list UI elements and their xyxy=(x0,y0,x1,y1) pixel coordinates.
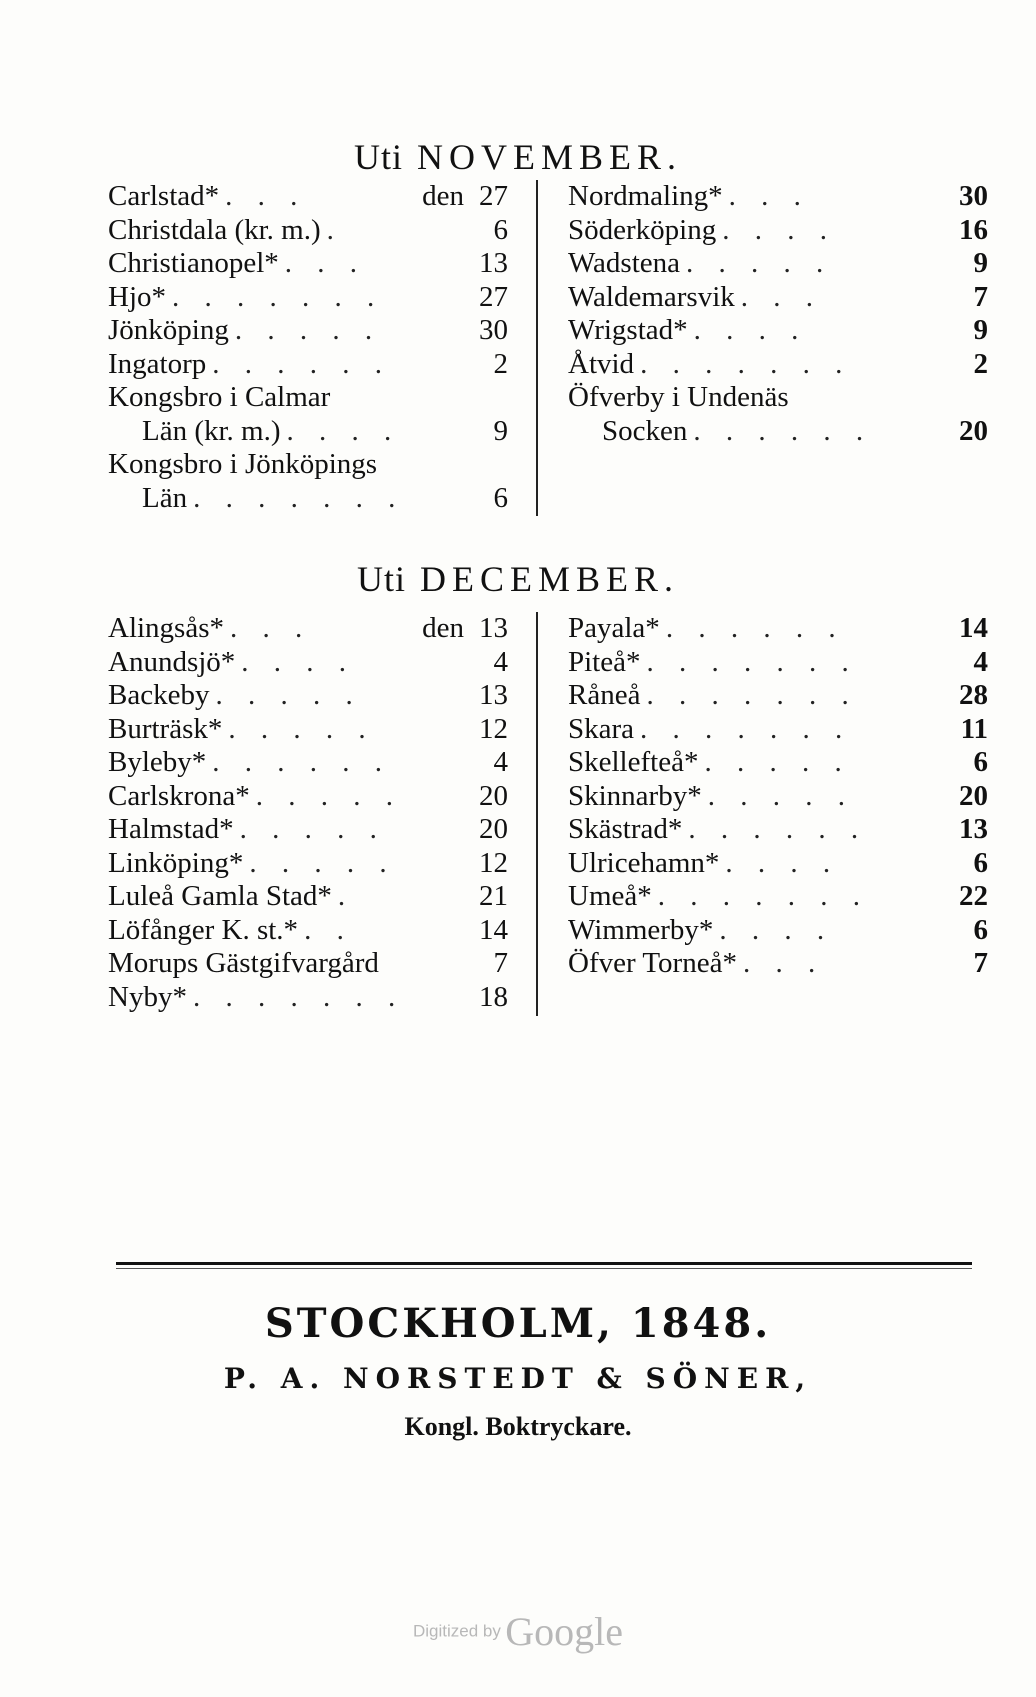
imprint-rule-thick xyxy=(116,1262,972,1265)
leader-dots: . . . . . xyxy=(704,746,851,778)
leader-dots: . . . . xyxy=(286,414,401,447)
fair-day: 12 xyxy=(479,846,508,879)
leader-dots: . . . . . . xyxy=(212,347,391,380)
fair-entry xyxy=(108,780,508,814)
leader-dots: . . xyxy=(304,913,353,946)
fair-entry xyxy=(568,314,988,348)
fair-entry xyxy=(568,415,988,449)
imprint-city: STOCKHOLM, 1848. xyxy=(264,1300,772,1347)
fair-day: 20 xyxy=(959,779,988,812)
leader-dots: . . . . . xyxy=(228,712,375,745)
fair-place: Linköping* xyxy=(108,846,244,879)
imprint-printer: P. A. NORSTEDT & SÖNER, xyxy=(223,1362,813,1395)
leader-dots: . . . . . . . xyxy=(192,980,405,1013)
fair-day: 13 xyxy=(959,813,988,845)
leader-dots: . . . xyxy=(230,612,312,644)
watermark-logo-text: Google xyxy=(505,1609,624,1654)
leader-dots: . . . . . xyxy=(249,846,396,879)
leader-dots: . . . xyxy=(225,180,307,212)
fair-entry xyxy=(108,880,508,914)
fair-day: 9 xyxy=(973,314,988,346)
leader-dots: . xyxy=(326,213,343,246)
leader-dots: . . . . . . xyxy=(212,746,392,778)
fair-entry xyxy=(568,646,988,680)
leader-dots: . . . . . . . xyxy=(172,280,384,313)
leader-dots: . . . xyxy=(742,947,825,979)
fair-place: Payala* xyxy=(568,612,660,644)
fair-day: 20 xyxy=(959,414,988,447)
fair-entry xyxy=(108,180,508,214)
fair-place: Öfverby i Undenäs xyxy=(568,381,789,413)
fair-entry xyxy=(108,281,508,315)
fair-place: Christdala (kr. m.) xyxy=(108,213,321,246)
fair-place: Carlstad* xyxy=(108,180,220,212)
november-left-column xyxy=(108,180,508,515)
leader-dots: . . . . . xyxy=(239,813,386,845)
fair-place: Halmstad* xyxy=(108,813,234,845)
fair-entry xyxy=(568,880,988,914)
november-heading xyxy=(0,136,1036,178)
november-heading-prefix: Uti xyxy=(353,137,403,177)
november-heading-month: NOVEMBER. xyxy=(417,137,683,177)
fair-entry xyxy=(568,914,988,948)
fair-place: Skellefteå* xyxy=(568,746,699,778)
fair-day: 13 xyxy=(479,612,508,644)
leader-dots: . . . xyxy=(728,180,810,212)
fair-day: 14 xyxy=(479,913,508,946)
fair-entry xyxy=(108,646,508,680)
fair-entry xyxy=(568,281,988,315)
fair-place: Umeå* xyxy=(568,880,652,912)
fair-day: 6 xyxy=(973,913,988,946)
fair-entry xyxy=(568,713,988,747)
fair-place: Byleby* xyxy=(108,746,207,778)
fair-place: Burträsk* xyxy=(108,712,223,745)
imprint-rule-thin xyxy=(116,1268,972,1269)
fair-day: 4 xyxy=(493,746,508,778)
fair-place: Söderköping xyxy=(568,213,717,246)
fair-day: 7 xyxy=(493,947,508,979)
leader-dots: . . . . xyxy=(693,314,808,346)
fair-entry xyxy=(568,247,988,281)
fair-day: 4 xyxy=(493,645,508,678)
fair-place: Anundsjö* xyxy=(108,645,236,678)
december-heading-prefix: Uti xyxy=(356,559,406,599)
fair-entry xyxy=(568,746,988,780)
leader-dots: . . . xyxy=(740,280,823,313)
day-prefix: den xyxy=(422,180,464,212)
fair-place: Jönköping xyxy=(108,314,229,346)
fair-entry xyxy=(108,415,508,449)
fair-place: Nyby* xyxy=(108,980,187,1013)
fair-day: 6 xyxy=(973,746,988,778)
fair-day: 16 xyxy=(959,213,988,246)
leader-dots: . . . . xyxy=(722,213,836,246)
fair-place: Socken xyxy=(602,414,688,447)
leader-dots: . . . . . . . xyxy=(646,679,858,711)
fair-entry xyxy=(108,214,508,248)
fair-entry xyxy=(568,813,988,847)
fair-entry xyxy=(108,914,508,948)
fair-entry xyxy=(568,780,988,814)
fair-day: 6 xyxy=(493,213,508,246)
december-heading xyxy=(0,558,1036,600)
fair-day: 6 xyxy=(973,846,988,879)
fair-day: 30 xyxy=(479,314,508,346)
fair-place: Luleå Gamla Stad* xyxy=(108,880,332,912)
fair-entry xyxy=(108,713,508,747)
fair-day: 18 xyxy=(479,980,508,1013)
leader-dots: . . . . . . . xyxy=(640,347,852,380)
leader-dots: . . . . . xyxy=(707,779,854,812)
fair-day: 30 xyxy=(959,180,988,212)
fair-place: Kongsbro i Calmar xyxy=(108,381,331,413)
december-heading-month: DECEMBER. xyxy=(420,559,680,599)
fair-entry xyxy=(568,180,988,214)
fair-place: Ingatorp xyxy=(108,347,207,380)
fair-entry xyxy=(108,381,508,415)
digitized-watermark xyxy=(0,1608,1036,1655)
watermark-small-text: Digitized by xyxy=(412,1621,501,1641)
leader-dots: . . . xyxy=(284,247,367,279)
fair-day: 21 xyxy=(479,880,508,912)
fair-entry xyxy=(108,746,508,780)
fair-day: 2 xyxy=(493,347,508,380)
fair-place: Skästrad* xyxy=(568,813,683,845)
fair-place: Hjo* xyxy=(108,280,166,313)
leader-dots: . . . . . . xyxy=(688,813,868,845)
fair-day: 20 xyxy=(479,779,508,812)
fair-entry xyxy=(108,847,508,881)
fair-day: 14 xyxy=(959,612,988,644)
fair-place: Backeby xyxy=(108,679,210,711)
fair-place: Län (kr. m.) xyxy=(142,414,281,447)
fair-entry xyxy=(108,981,508,1015)
fair-place: Löfånger K. st.* xyxy=(108,913,299,946)
fair-entry xyxy=(568,381,988,415)
fair-entry xyxy=(568,947,988,981)
fair-place: Åtvid xyxy=(568,347,635,380)
fair-place: Alingsås* xyxy=(108,612,224,644)
december-left-column xyxy=(108,612,508,1014)
leader-dots: . . . . . . xyxy=(665,612,845,644)
fair-day: 11 xyxy=(960,712,988,745)
fair-place: Wrigstad* xyxy=(568,314,688,346)
fair-day: 27 xyxy=(479,180,508,212)
leader-dots: . . . . . xyxy=(215,679,362,711)
day-prefix: den xyxy=(422,612,464,644)
leader-dots: . . . . . . . xyxy=(640,712,852,745)
december-column-divider xyxy=(536,612,538,1016)
fair-place: Skara xyxy=(568,712,635,745)
fair-day: 27 xyxy=(479,280,508,313)
leader-dots: . . . . . . . xyxy=(646,645,858,678)
fair-place: Öfver Torneå* xyxy=(568,947,737,979)
november-column-divider xyxy=(536,180,538,516)
fair-place: Piteå* xyxy=(568,645,641,678)
fair-entry xyxy=(568,214,988,248)
fair-entry xyxy=(568,679,988,713)
leader-dots: . . . . xyxy=(725,846,840,879)
fair-entry xyxy=(108,314,508,348)
fair-day: 2 xyxy=(973,347,988,380)
fair-entry xyxy=(108,679,508,713)
fair-entry xyxy=(108,612,508,646)
fair-place: Wadstena xyxy=(568,247,681,279)
imprint-title: Kongl. Boktryckare. xyxy=(404,1412,632,1441)
fair-entry xyxy=(568,612,988,646)
fair-place: Waldemarsvik xyxy=(568,280,735,313)
fair-entry xyxy=(108,448,508,482)
fair-place: Nordmaling* xyxy=(568,180,723,212)
fair-day: 7 xyxy=(973,280,988,313)
fair-place: Carlskrona* xyxy=(108,779,250,812)
leader-dots: . . . . xyxy=(241,645,356,678)
fair-day: 4 xyxy=(973,645,988,678)
fair-entry xyxy=(108,482,508,516)
fair-entry xyxy=(568,847,988,881)
leader-dots: . xyxy=(337,880,355,912)
fair-entry xyxy=(108,947,508,981)
fair-entry xyxy=(568,348,988,382)
november-right-column xyxy=(568,180,988,448)
fair-day: 7 xyxy=(973,947,988,979)
fair-place: Skinnarby* xyxy=(568,779,702,812)
fair-day: 22 xyxy=(959,880,988,912)
fair-place: Morups Gästgifvargård xyxy=(108,947,379,979)
leader-dots: . . . . . . . xyxy=(657,880,869,912)
fair-place: Råneå xyxy=(568,679,641,711)
fair-day: 12 xyxy=(479,712,508,745)
fair-day: 13 xyxy=(479,679,508,711)
fair-entry xyxy=(108,813,508,847)
fair-day: 9 xyxy=(973,247,988,279)
fair-place: Kongsbro i Jönköpings xyxy=(108,448,378,480)
leader-dots: . . . . . xyxy=(255,779,402,812)
fair-day: 28 xyxy=(959,679,988,711)
fair-day: 6 xyxy=(493,481,508,514)
leader-dots: . . . . xyxy=(719,913,834,946)
leader-dots: . . . . . . xyxy=(693,414,873,447)
fair-place: Christianopel* xyxy=(108,247,279,279)
leader-dots: . . . . . . . xyxy=(193,481,405,514)
fair-day: 20 xyxy=(479,813,508,845)
fair-day: 9 xyxy=(493,414,508,447)
leader-dots: . . . . . xyxy=(234,314,382,346)
fair-entry xyxy=(108,247,508,281)
fair-place: Wimmerby* xyxy=(568,913,714,946)
fair-place: Län xyxy=(142,481,188,514)
december-right-column xyxy=(568,612,988,981)
fair-entry xyxy=(108,348,508,382)
fair-place: Ulricehamn* xyxy=(568,846,720,879)
leader-dots: . . . . . xyxy=(686,247,833,279)
fair-day: 13 xyxy=(479,247,508,279)
